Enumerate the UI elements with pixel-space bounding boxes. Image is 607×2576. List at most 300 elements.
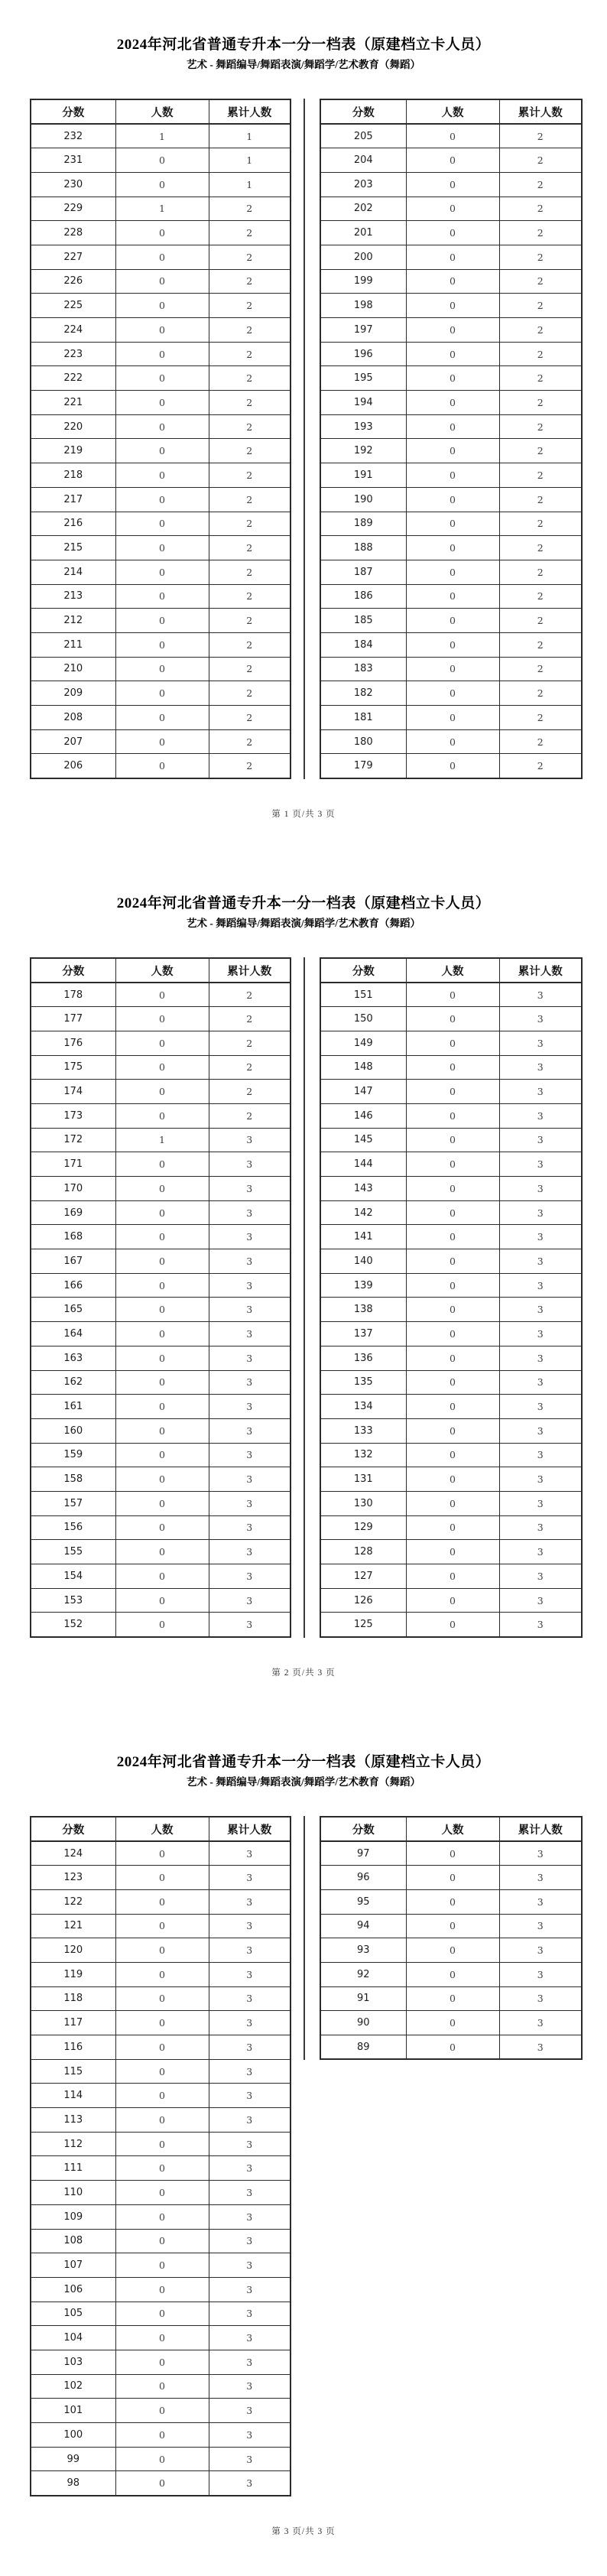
cell-cumulative: 3 [499, 1103, 582, 1128]
cell-cumulative: 3 [209, 1564, 291, 1589]
table-row [320, 1177, 582, 1201]
table-divider-line [304, 99, 305, 779]
table-row [320, 1103, 582, 1128]
cell-score: 158 [31, 1467, 115, 1492]
table-row [320, 1866, 582, 1890]
table-row [31, 657, 291, 681]
cell-count: 0 [406, 1914, 499, 1938]
table-row [31, 414, 291, 439]
cell-score: 219 [31, 439, 115, 463]
cell-score: 166 [31, 1273, 115, 1298]
cell-count: 0 [115, 1889, 209, 1914]
cell-count: 0 [406, 1588, 499, 1613]
cell-cumulative: 3 [209, 2059, 291, 2084]
cell-score: 224 [31, 318, 115, 343]
cell-count: 0 [406, 1491, 499, 1515]
table-row [31, 983, 291, 1007]
cell-cumulative: 2 [499, 560, 582, 584]
cell-cumulative: 2 [499, 221, 582, 245]
column-header-count: 人数 [406, 99, 499, 124]
cell-cumulative: 2 [209, 754, 291, 778]
cell-cumulative: 3 [209, 1515, 291, 1540]
cell-score: 161 [31, 1395, 115, 1419]
table-row [31, 1128, 291, 1152]
cell-count: 0 [115, 414, 209, 439]
cell-score: 152 [31, 1613, 115, 1637]
column-header-cumulative: 累计人数 [499, 99, 582, 124]
cell-score: 204 [320, 148, 406, 173]
cell-count: 0 [115, 657, 209, 681]
cell-count: 0 [406, 1395, 499, 1419]
cell-count: 0 [115, 1080, 209, 1104]
cell-count: 0 [406, 1031, 499, 1055]
cell-count: 0 [115, 560, 209, 584]
cell-score: 177 [31, 1007, 115, 1031]
column-header-count: 人数 [115, 1817, 209, 1841]
table-row [320, 1007, 582, 1031]
table-row [320, 414, 582, 439]
table-row [320, 1152, 582, 1177]
cell-cumulative: 2 [499, 632, 582, 657]
table-row [31, 487, 291, 512]
table-row [320, 1395, 582, 1419]
table-row [31, 2471, 291, 2496]
cell-cumulative: 3 [209, 2084, 291, 2108]
cell-count: 0 [115, 706, 209, 730]
cell-count: 0 [115, 2471, 209, 2496]
table-row [31, 536, 291, 560]
cell-score: 143 [320, 1177, 406, 1201]
cell-score: 227 [31, 245, 115, 269]
cell-score: 163 [31, 1346, 115, 1370]
cell-cumulative: 2 [499, 294, 582, 318]
cell-cumulative: 3 [499, 1540, 582, 1564]
cell-cumulative: 3 [209, 1613, 291, 1637]
cell-cumulative: 2 [499, 245, 582, 269]
table-row [320, 1914, 582, 1938]
table-row [31, 1152, 291, 1177]
score-table-right [320, 957, 583, 1638]
cell-score: 115 [31, 2059, 115, 2084]
column-header-cumulative: 累计人数 [209, 1817, 291, 1841]
cell-score: 189 [320, 512, 406, 536]
table-row [31, 1395, 291, 1419]
cell-score: 151 [320, 983, 406, 1007]
cell-cumulative: 3 [209, 1962, 291, 1986]
cell-score: 153 [31, 1588, 115, 1613]
cell-score: 201 [320, 221, 406, 245]
cell-score: 206 [31, 754, 115, 778]
table-row [320, 2011, 582, 2035]
table-row [320, 294, 582, 318]
column-header-score: 分数 [31, 99, 115, 124]
cell-count: 0 [115, 318, 209, 343]
cell-cumulative: 3 [499, 1588, 582, 1613]
cell-cumulative: 3 [209, 1395, 291, 1419]
cell-cumulative: 3 [499, 1515, 582, 1540]
cell-cumulative: 2 [209, 560, 291, 584]
cell-cumulative: 3 [499, 1031, 582, 1055]
table-row [31, 1962, 291, 1986]
cell-cumulative: 2 [209, 391, 291, 415]
cell-cumulative: 2 [209, 983, 291, 1007]
table-row [31, 2302, 291, 2326]
cell-count: 0 [406, 172, 499, 197]
cell-score: 169 [31, 1200, 115, 1225]
table-row [320, 172, 582, 197]
cell-score: 193 [320, 414, 406, 439]
cell-score: 173 [31, 1103, 115, 1128]
cell-count: 0 [115, 2399, 209, 2423]
cell-score: 133 [320, 1418, 406, 1443]
cell-count: 0 [406, 632, 499, 657]
cell-count: 0 [115, 366, 209, 391]
cell-cumulative: 3 [499, 1467, 582, 1492]
cell-cumulative: 2 [499, 512, 582, 536]
cell-score: 211 [31, 632, 115, 657]
cell-cumulative: 2 [209, 657, 291, 681]
table-row [320, 463, 582, 488]
cell-score: 144 [320, 1152, 406, 1177]
table-row [31, 1841, 291, 1866]
cell-cumulative: 3 [209, 2035, 291, 2060]
table-row [31, 342, 291, 366]
cell-cumulative: 2 [499, 706, 582, 730]
cell-count: 0 [115, 1866, 209, 1890]
cell-cumulative: 2 [499, 391, 582, 415]
table-row [31, 1177, 291, 1201]
cell-score: 185 [320, 609, 406, 633]
cell-score: 212 [31, 609, 115, 633]
cell-cumulative: 3 [209, 2132, 291, 2156]
column-header-count: 人数 [115, 958, 209, 983]
cell-count: 0 [115, 754, 209, 778]
cell-cumulative: 3 [209, 2156, 291, 2181]
cell-score: 229 [31, 197, 115, 221]
cell-score: 100 [31, 2423, 115, 2448]
document-title: 2024年河北省普通专升本一分一档表（原建档立卡人员） [116, 1754, 491, 1770]
table-row [31, 1346, 291, 1370]
cell-count: 0 [406, 1128, 499, 1152]
cell-cumulative: 2 [499, 754, 582, 778]
column-header-cumulative: 累计人数 [499, 1817, 582, 1841]
cell-score: 96 [320, 1866, 406, 1890]
cell-score: 102 [31, 2374, 115, 2399]
cell-count: 0 [115, 2204, 209, 2229]
cell-score: 131 [320, 1467, 406, 1492]
cell-count: 0 [406, 294, 499, 318]
cell-count: 0 [115, 1152, 209, 1177]
cell-cumulative: 2 [499, 536, 582, 560]
cell-cumulative: 3 [499, 1938, 582, 1963]
cell-score: 117 [31, 2011, 115, 2035]
cell-cumulative: 2 [499, 172, 582, 197]
table-row [320, 536, 582, 560]
page-3 [0, 1717, 607, 2576]
column-header-cumulative: 累计人数 [209, 958, 291, 983]
cell-cumulative: 3 [499, 1225, 582, 1249]
cell-score: 103 [31, 2350, 115, 2374]
cell-score: 107 [31, 2253, 115, 2278]
cell-score: 179 [320, 754, 406, 778]
cell-score: 226 [31, 269, 115, 294]
cell-score: 188 [320, 536, 406, 560]
cell-count: 0 [406, 1841, 499, 1866]
table-row [320, 487, 582, 512]
cell-score: 132 [320, 1443, 406, 1467]
table-row [320, 1613, 582, 1637]
cell-count: 0 [115, 2084, 209, 2108]
table-row [31, 245, 291, 269]
cell-score: 120 [31, 1938, 115, 1963]
column-header-count: 人数 [115, 99, 209, 124]
cell-cumulative: 2 [499, 269, 582, 294]
table-row [31, 754, 291, 778]
table-row [320, 318, 582, 343]
cell-score: 99 [31, 2447, 115, 2471]
cell-score: 139 [320, 1273, 406, 1298]
cell-count: 0 [406, 1225, 499, 1249]
table-row [320, 1564, 582, 1589]
cell-score: 118 [31, 1986, 115, 2011]
table-row [320, 560, 582, 584]
cell-cumulative: 3 [499, 1200, 582, 1225]
cell-score: 232 [31, 124, 115, 148]
cell-score: 129 [320, 1515, 406, 1540]
cell-score: 89 [320, 2035, 406, 2060]
cell-count: 0 [406, 1080, 499, 1104]
cell-cumulative: 3 [499, 983, 582, 1007]
cell-score: 176 [31, 1031, 115, 1055]
cell-cumulative: 2 [209, 245, 291, 269]
cell-score: 207 [31, 729, 115, 754]
cell-cumulative: 2 [209, 366, 291, 391]
table-row [320, 657, 582, 681]
cell-cumulative: 2 [209, 342, 291, 366]
cell-count: 0 [115, 2253, 209, 2278]
cell-score: 159 [31, 1443, 115, 1467]
table-row [320, 245, 582, 269]
cell-cumulative: 3 [499, 1128, 582, 1152]
table-row [31, 2059, 291, 2084]
table-row [320, 391, 582, 415]
table-row [31, 2229, 291, 2253]
cell-cumulative: 2 [209, 294, 291, 318]
cell-score: 200 [320, 245, 406, 269]
cell-count: 0 [406, 148, 499, 173]
score-table-left [30, 1816, 291, 2496]
cell-cumulative: 3 [209, 2302, 291, 2326]
column-header-count: 人数 [406, 1817, 499, 1841]
table-divider-line [304, 957, 305, 1638]
table-row [31, 2423, 291, 2448]
table-row [320, 1443, 582, 1467]
cell-score: 181 [320, 706, 406, 730]
column-header-score: 分数 [320, 99, 406, 124]
cell-score: 220 [31, 414, 115, 439]
cell-cumulative: 3 [499, 1007, 582, 1031]
table-row [320, 706, 582, 730]
cell-count: 0 [406, 1418, 499, 1443]
cell-cumulative: 2 [209, 197, 291, 221]
score-table-right [320, 1816, 583, 2060]
cell-cumulative: 2 [499, 342, 582, 366]
cell-count: 0 [115, 2350, 209, 2374]
table-row [31, 391, 291, 415]
cell-score: 94 [320, 1914, 406, 1938]
cell-count: 0 [115, 536, 209, 560]
table-row [31, 1418, 291, 1443]
table-row [31, 729, 291, 754]
document-subtitle: 艺术 - 舞蹈编导/舞蹈表演/舞蹈学/艺术教育（舞蹈） [187, 918, 420, 929]
table-header-row [320, 99, 582, 124]
cell-score: 175 [31, 1055, 115, 1080]
table-row [31, 221, 291, 245]
cell-cumulative: 2 [209, 609, 291, 633]
table-row [320, 439, 582, 463]
cell-cumulative: 3 [209, 2229, 291, 2253]
cell-count: 0 [406, 1564, 499, 1589]
table-row [31, 197, 291, 221]
cell-score: 203 [320, 172, 406, 197]
cell-score: 222 [31, 366, 115, 391]
cell-score: 178 [31, 983, 115, 1007]
table-row [320, 1200, 582, 1225]
column-header-cumulative: 累计人数 [499, 958, 582, 983]
cell-score: 223 [31, 342, 115, 366]
table-row [31, 560, 291, 584]
cell-cumulative: 3 [499, 1273, 582, 1298]
cell-count: 0 [115, 1031, 209, 1055]
cell-score: 91 [320, 1986, 406, 2011]
cell-cumulative: 3 [209, 2108, 291, 2133]
cell-count: 0 [406, 318, 499, 343]
cell-score: 184 [320, 632, 406, 657]
cell-score: 127 [320, 1564, 406, 1589]
cell-score: 112 [31, 2132, 115, 2156]
cell-cumulative: 2 [499, 124, 582, 148]
cell-score: 114 [31, 2084, 115, 2108]
cell-score: 121 [31, 1914, 115, 1938]
cell-cumulative: 3 [209, 1200, 291, 1225]
cell-cumulative: 3 [209, 2471, 291, 2496]
table-row [31, 294, 291, 318]
cell-count: 0 [115, 2059, 209, 2084]
column-header-score: 分数 [320, 958, 406, 983]
cell-cumulative: 3 [209, 1588, 291, 1613]
cell-cumulative: 2 [209, 1031, 291, 1055]
table-row [31, 2204, 291, 2229]
table-row [31, 366, 291, 391]
cell-count: 0 [115, 632, 209, 657]
page-1 [0, 0, 607, 859]
cell-score: 187 [320, 560, 406, 584]
cell-count: 0 [115, 1914, 209, 1938]
table-row [31, 439, 291, 463]
cell-count: 0 [115, 1443, 209, 1467]
table-row [31, 609, 291, 633]
cell-cumulative: 3 [209, 1346, 291, 1370]
cell-count: 0 [115, 342, 209, 366]
cell-score: 136 [320, 1346, 406, 1370]
document-title: 2024年河北省普通专升本一分一档表（原建档立卡人员） [116, 37, 491, 53]
cell-cumulative: 3 [209, 2447, 291, 2471]
column-header-score: 分数 [31, 958, 115, 983]
cell-cumulative: 3 [209, 1443, 291, 1467]
cell-cumulative: 2 [209, 1007, 291, 1031]
cell-score: 164 [31, 1322, 115, 1346]
column-header-count: 人数 [406, 958, 499, 983]
table-row [31, 2374, 291, 2399]
table-row [320, 1128, 582, 1152]
table-row [320, 681, 582, 706]
cell-count: 0 [115, 2277, 209, 2302]
table-row [320, 1080, 582, 1104]
cell-count: 0 [115, 1055, 209, 1080]
cell-count: 0 [406, 1889, 499, 1914]
cell-score: 128 [320, 1540, 406, 1564]
cell-count: 0 [115, 245, 209, 269]
table-row [31, 584, 291, 609]
table-row [320, 1346, 582, 1370]
cell-cumulative: 2 [209, 414, 291, 439]
cell-cumulative: 3 [499, 1080, 582, 1104]
table-row [31, 2253, 291, 2278]
cell-count: 0 [115, 1564, 209, 1589]
table-row [31, 1515, 291, 1540]
cell-count: 0 [406, 560, 499, 584]
cell-cumulative: 3 [209, 1249, 291, 1274]
cell-count: 0 [406, 657, 499, 681]
score-table-left [30, 99, 291, 779]
cell-score: 199 [320, 269, 406, 294]
cell-count: 0 [406, 1540, 499, 1564]
cell-cumulative: 2 [499, 197, 582, 221]
cell-count: 0 [406, 706, 499, 730]
page-number: 第 3 页/共 3 页 [271, 2527, 336, 2536]
cell-count: 0 [115, 1467, 209, 1492]
cell-count: 0 [406, 487, 499, 512]
cell-score: 122 [31, 1889, 115, 1914]
cell-count: 0 [115, 487, 209, 512]
cell-score: 124 [31, 1841, 115, 1866]
cell-count: 0 [406, 1249, 499, 1274]
cell-cumulative: 3 [499, 1491, 582, 1515]
cell-cumulative: 2 [209, 269, 291, 294]
table-row [31, 1613, 291, 1637]
cell-count: 0 [406, 754, 499, 778]
column-header-cumulative: 累计人数 [209, 99, 291, 124]
table-row [31, 2084, 291, 2108]
cell-count: 0 [115, 2156, 209, 2181]
cell-score: 92 [320, 1962, 406, 1986]
cell-score: 209 [31, 681, 115, 706]
cell-score: 119 [31, 1962, 115, 1986]
table-row [320, 609, 582, 633]
cell-count: 0 [406, 1467, 499, 1492]
cell-count: 0 [115, 2011, 209, 2035]
cell-cumulative: 2 [499, 463, 582, 488]
cell-score: 194 [320, 391, 406, 415]
page-number: 第 2 页/共 3 页 [271, 1668, 336, 1678]
cell-count: 0 [406, 1938, 499, 1963]
cell-score: 109 [31, 2204, 115, 2229]
cell-cumulative: 2 [499, 584, 582, 609]
cell-count: 0 [115, 148, 209, 173]
cell-cumulative: 3 [209, 1938, 291, 1963]
table-row [320, 1249, 582, 1274]
table-row [320, 221, 582, 245]
